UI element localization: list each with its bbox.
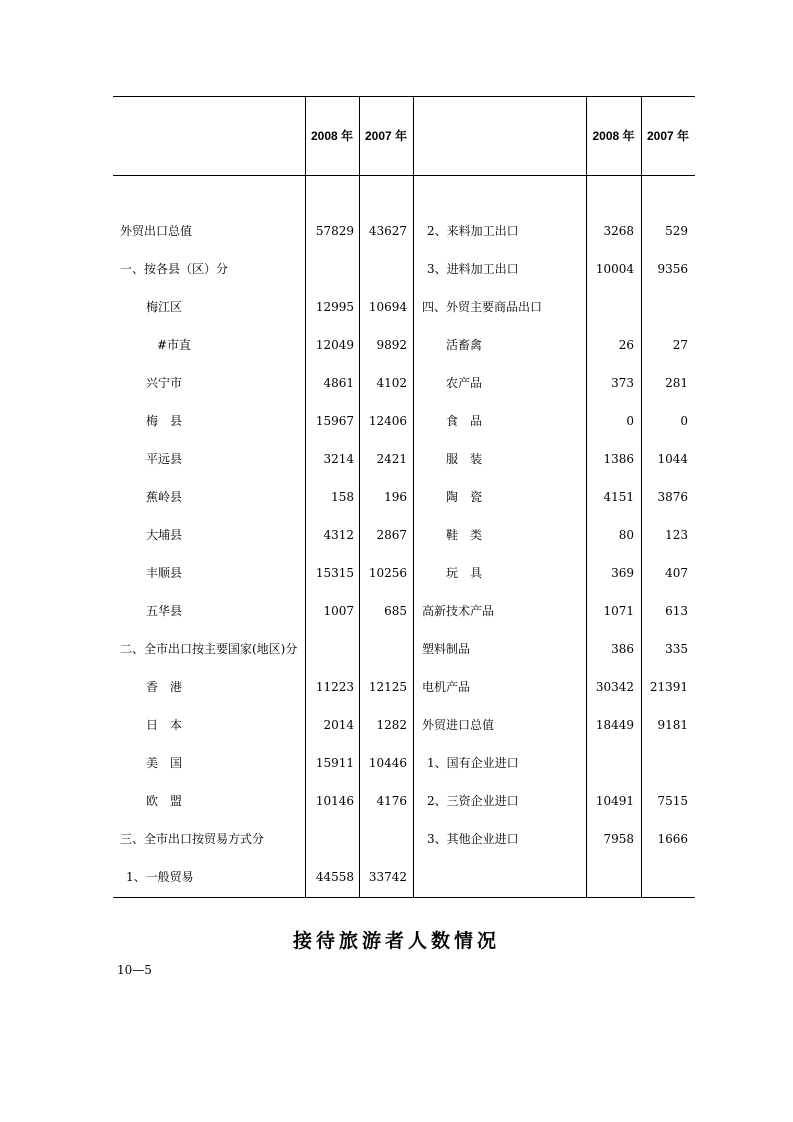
value-2007: 2867: [376, 528, 407, 542]
value-2008: 1007: [323, 604, 354, 618]
value-2008: 44558: [315, 870, 354, 884]
table-row: [113, 478, 695, 516]
row-label: 欧 盟: [146, 794, 183, 808]
value-2007: 1044: [657, 452, 688, 466]
table-row: [113, 554, 695, 592]
value-2007: 529: [665, 224, 688, 238]
value-2008: 80: [618, 528, 634, 542]
table-row: [113, 440, 695, 478]
value-2008: 18449: [595, 718, 634, 732]
row-label: 三、全市出口按贸易方式分: [120, 832, 265, 846]
value-2008: 0: [626, 414, 634, 428]
row-label: 高新技术产品: [422, 604, 495, 618]
row-label: 农产品: [446, 376, 483, 390]
value-2008: 386: [611, 642, 634, 656]
row-label: 3、其他企业进口: [427, 832, 519, 846]
table-row: [113, 782, 695, 820]
value-2008: 373: [611, 376, 634, 390]
row-label: #市直: [157, 338, 192, 352]
row-label: 活畜禽: [446, 338, 483, 352]
value-2008: 369: [611, 566, 634, 580]
value-2008: 26: [618, 338, 634, 352]
table-row: [113, 250, 695, 288]
value-2008: 4151: [603, 490, 634, 504]
table-row: [113, 592, 695, 630]
value-2008: [586, 744, 634, 782]
row-label: 一、按各县（区）分: [120, 262, 229, 276]
value-2007: 2421: [376, 452, 407, 466]
row-label: 3、进料加工出口: [427, 262, 519, 276]
value-2008: 4312: [323, 528, 354, 542]
row-label: 2、来料加工出口: [427, 224, 519, 238]
table-row: [113, 630, 695, 668]
header-left-2008: 2008 年: [310, 129, 354, 143]
table-row: [113, 820, 695, 858]
row-label: 日 本: [146, 718, 183, 732]
value-2007: 12406: [368, 414, 407, 428]
table-row: [113, 706, 695, 744]
value-2007: 27: [672, 338, 688, 352]
value-2007: 281: [665, 376, 688, 390]
row-label: 塑料制品: [422, 642, 471, 656]
row-label: 平远县: [146, 452, 183, 466]
value-2007: 10256: [368, 566, 407, 580]
row-label: 美 国: [146, 756, 183, 770]
value-2007: 10694: [368, 300, 407, 314]
value-2008: 10491: [595, 794, 634, 808]
value-2008: 12995: [315, 300, 354, 314]
table-row: [113, 212, 695, 250]
value-2008: 57829: [315, 224, 354, 238]
row-label: 大埔县: [146, 528, 183, 542]
value-2008: 7958: [603, 832, 634, 846]
row-label: 陶 瓷: [446, 490, 483, 504]
row-label: 蕉岭县: [146, 490, 183, 504]
row-label: 2、三资企业进口: [427, 794, 519, 808]
row-label: 1、一般贸易: [126, 870, 194, 884]
value-2008: 4861: [323, 376, 354, 390]
value-2007: [641, 744, 688, 782]
value-2008: 30342: [595, 680, 634, 694]
row-label: 丰顺县: [146, 566, 183, 580]
table-code: 10—5: [117, 963, 152, 977]
section-title: 接待旅游者人数情况: [292, 930, 500, 952]
value-2007: 9181: [657, 718, 688, 732]
value-2007: 10446: [368, 756, 407, 770]
value-2007: 9892: [376, 338, 407, 352]
row-label: 鞋 类: [446, 528, 483, 542]
value-2008: 15315: [315, 566, 354, 580]
value-2008: 1071: [603, 604, 634, 618]
table-row: [113, 402, 695, 440]
table-row: [113, 744, 695, 782]
table-row: [113, 326, 695, 364]
row-label: 五华县: [146, 604, 183, 618]
value-2007: 407: [665, 566, 688, 580]
row-label: 电机产品: [422, 680, 471, 694]
header-left-2007: 2007 年: [364, 129, 408, 143]
value-2007: 0: [680, 414, 688, 428]
value-2008: 10146: [315, 794, 354, 808]
table-bottom-rule: [113, 897, 695, 898]
value-2008: 3214: [323, 452, 354, 466]
header-right-2007: 2007 年: [646, 129, 690, 143]
value-2007: 3876: [657, 490, 688, 504]
value-2007: 4176: [376, 794, 407, 808]
row-label: 二、全市出口按主要国家(地区)分: [120, 642, 298, 656]
value-2007: 1282: [376, 718, 407, 732]
value-2007: 12125: [368, 680, 407, 694]
row-label: 外贸出口总值: [120, 224, 193, 238]
header-right-2008: 2008 年: [592, 129, 635, 143]
value-2007: 335: [665, 642, 688, 656]
row-label: 玩 具: [446, 566, 483, 580]
row-label: 食 品: [446, 414, 483, 428]
value-2008: 1386: [603, 452, 634, 466]
table-row: [113, 364, 695, 402]
row-label: 梅江区: [146, 300, 183, 314]
value-2007: [641, 288, 688, 326]
value-2008: 10004: [595, 262, 634, 276]
table-row: [113, 668, 695, 706]
value-2007: 9356: [657, 262, 688, 276]
value-2007: 613: [665, 604, 688, 618]
row-label: 四、外贸主要商品出口: [422, 300, 543, 314]
value-2007: 4102: [376, 376, 407, 390]
row-label: 1、国有企业进口: [427, 756, 519, 770]
export-statistics-table: [113, 96, 695, 898]
value-2007: 21391: [649, 680, 688, 694]
value-2008: 2014: [323, 718, 354, 732]
value-2008: 12049: [315, 338, 354, 352]
value-2008: 15911: [315, 756, 354, 770]
value-2007: 1666: [657, 832, 688, 846]
table-row: [113, 288, 695, 326]
value-2007: 123: [665, 528, 688, 542]
table-header-rule: [113, 175, 695, 176]
value-2007: 196: [384, 490, 407, 504]
value-2008: [586, 288, 634, 326]
value-2008: 158: [331, 490, 354, 504]
table-row: [113, 858, 695, 896]
value-2007: 7515: [657, 794, 688, 808]
value-2007: 33742: [368, 870, 407, 884]
row-label: 服 装: [446, 452, 483, 466]
value-2007: 43627: [368, 224, 407, 238]
value-2008: 3268: [603, 224, 634, 238]
value-2008: 11223: [315, 680, 354, 694]
row-label: 兴宁市: [146, 376, 183, 390]
table-row: [113, 516, 695, 554]
value-2007: 685: [384, 604, 407, 618]
row-label: 外贸进口总值: [422, 718, 495, 732]
row-label: 香 港: [146, 680, 183, 694]
value-2008: 15967: [315, 414, 354, 428]
row-label: 梅 县: [146, 414, 183, 428]
